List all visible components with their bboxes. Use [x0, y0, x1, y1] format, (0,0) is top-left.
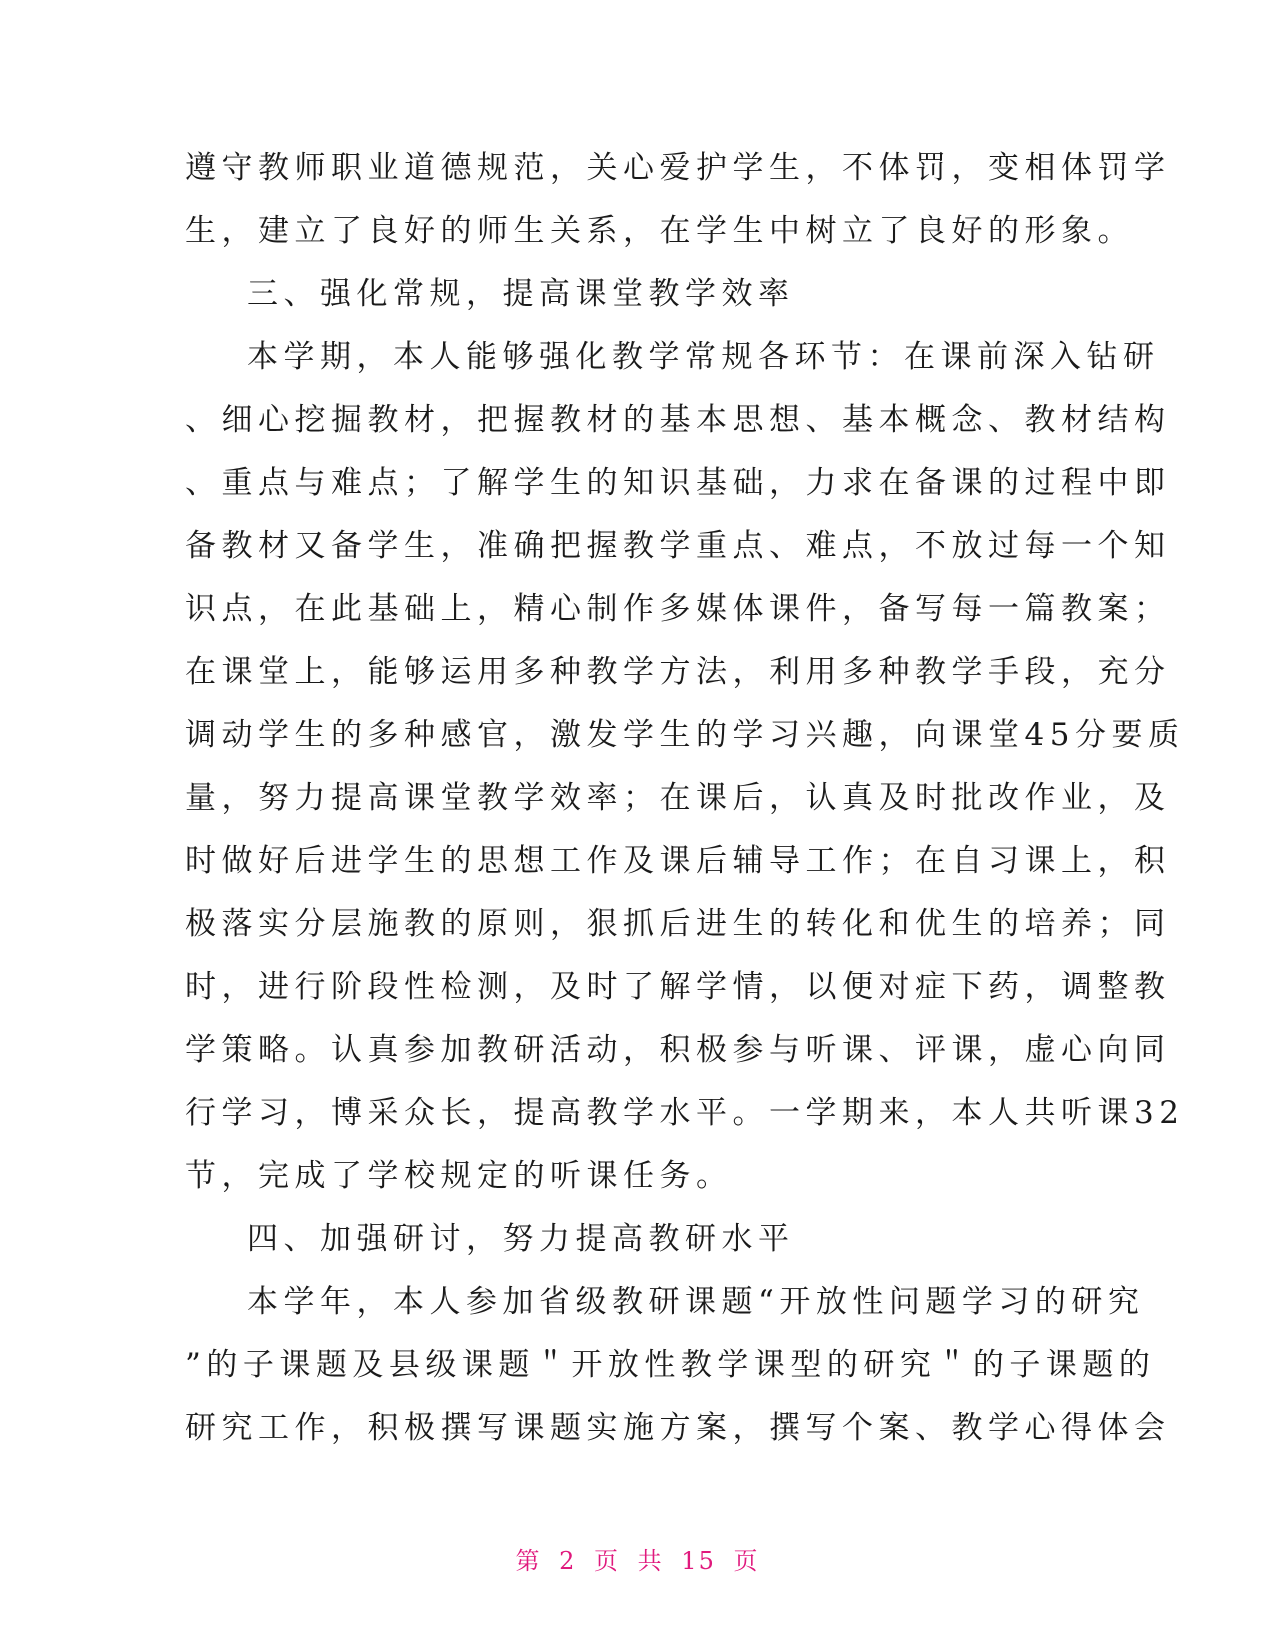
- text-line: 本学年，本人参加省级教研课题“开放性问题学习的研究: [247, 1284, 1145, 1320]
- text-line: 学策略。认真参加教研活动，积极参与听课、评课，虚心向同: [185, 1032, 1171, 1068]
- text-line: 调动学生的多种感官，激发学生的学习兴趣，向课堂45分要质: [185, 717, 1185, 753]
- text-line: 时，进行阶段性检测，及时了解学情，以便对症下药，调整教: [185, 969, 1171, 1005]
- text-line: 行学习，博采众长，提高教学水平。一学期来，本人共听课32: [185, 1095, 1185, 1131]
- text-line: 时做好后进学生的思想工作及课后辅导工作；在自习课上，积: [185, 843, 1171, 879]
- text-line: 在课堂上，能够运用多种教学方法，利用多种教学手段，充分: [185, 654, 1171, 690]
- text-line: 识点，在此基础上，精心制作多媒体课件，备写每一篇教案；: [185, 591, 1171, 627]
- document-body: [185, 137, 1185, 1460]
- text-line: 极落实分层施教的原则，狠抓后进生的转化和优生的培养；同: [185, 906, 1171, 942]
- text-line: 研究工作，积极撰写课题实施方案，撰写个案、教学心得体会: [185, 1410, 1171, 1446]
- page-number-footer: 第 2 页 共 15 页: [515, 1547, 760, 1575]
- text-line: 、细心挖掘教材，把握教材的基本思想、基本概念、教材结构: [185, 402, 1171, 438]
- section-heading: 四、加强研讨，努力提高教研水平: [247, 1221, 795, 1257]
- text-line: 生，建立了良好的师生关系，在学生中树立了良好的形象。: [185, 213, 1134, 249]
- text-line: 遵守教师职业道德规范，关心爱护学生，不体罚，变相体罚学: [185, 150, 1171, 186]
- text-line: 、重点与难点；了解学生的知识基础，力求在备课的过程中即: [185, 465, 1171, 501]
- text-line: 本学期，本人能够强化教学常规各环节：在课前深入钻研: [247, 339, 1160, 375]
- text-line: 量，努力提高课堂教学效率；在课后，认真及时批改作业，及: [185, 780, 1171, 816]
- section-heading: 三、强化常规，提高课堂教学效率: [247, 276, 795, 312]
- text-line: 节，完成了学校规定的听课任务。: [185, 1158, 733, 1194]
- text-line: ”的子课题及县级课题＂开放性教学课型的研究＂的子课题的: [185, 1347, 1156, 1383]
- text-line: 备教材又备学生，准确把握教学重点、难点，不放过每一个知: [185, 528, 1171, 564]
